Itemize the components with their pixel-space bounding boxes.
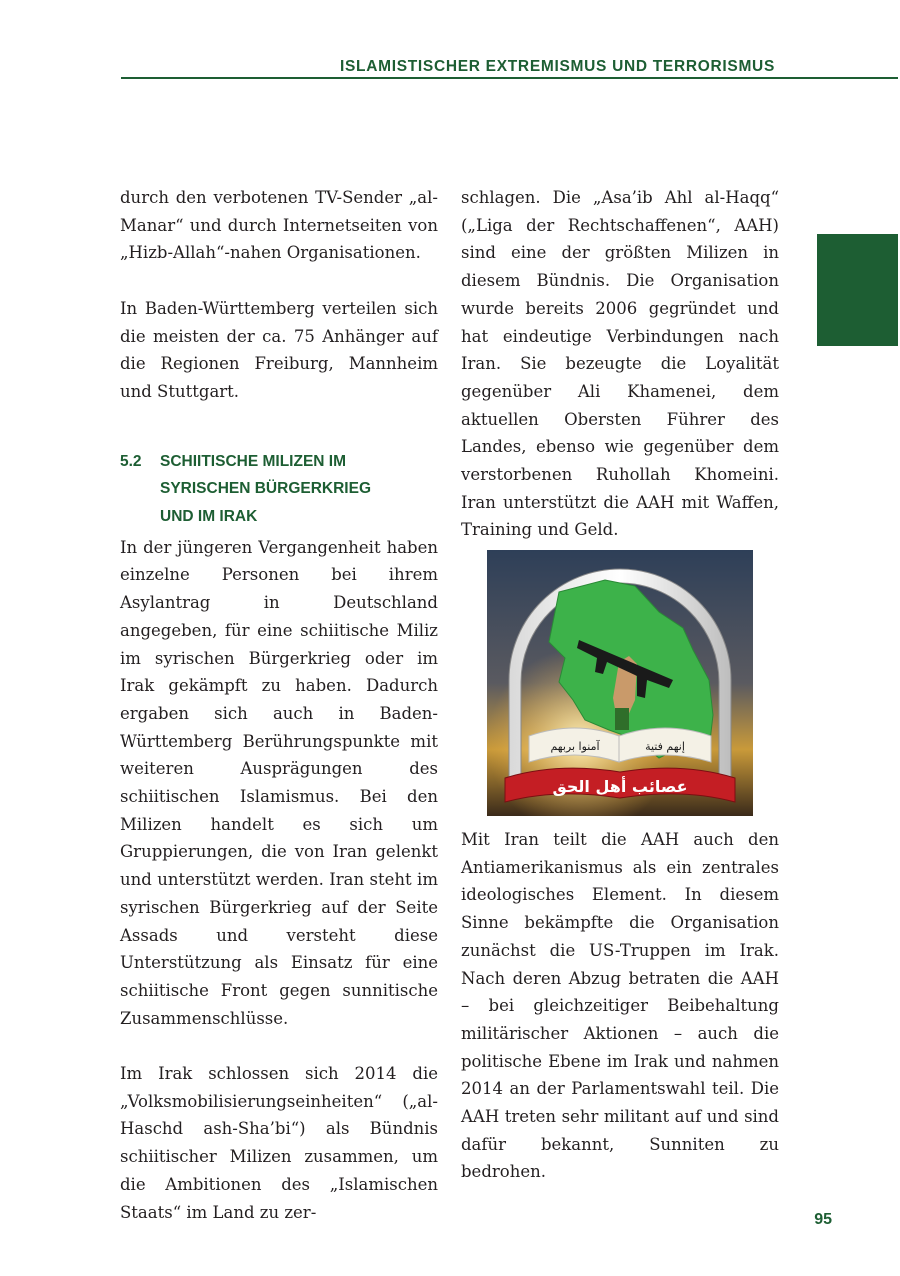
section-heading	[120, 448, 438, 531]
left-column	[120, 184, 438, 1226]
chapter-tab-marker	[817, 234, 898, 346]
emblem-banner-text: عصائب أهل الحق	[552, 777, 688, 796]
section-title: SCHIITISCHE MILIZEN IM SYRISCHEN BÜRGERKRIEG UND IM IRAK	[160, 452, 371, 526]
fist-sleeve	[615, 708, 629, 730]
left-paragraph-4: Im Irak schlossen sich 2014 die „Volksmobilisierungseinheiten“ („al-Haschd ash-Sha’bi“) als Bündnis schiitischer Milizen zusammen, um die Ambitionen des „Islamischen Staats“ im Land zu zer-	[120, 1064, 438, 1222]
book-right-text: إنهم فتية	[645, 740, 685, 753]
right-column	[461, 184, 779, 544]
aah-emblem-image	[487, 550, 753, 816]
right-paragraph-2: Mit Iran teilt die AAH auch den Antiamerikanismus als ein zentrales ideologisches Element. In diesem Sinne bekämpfte die Organisation zunächst die US-Truppen im Irak. Nach deren Abzug betraten die AAH – bei gleichzeitiger Beibehaltung militärischer Aktionen – auch die politische Ebene im Irak und nahmen 2014 an der Parlamentswahl teil. Die AAH treten sehr militant auf und sind dafür bekannt, Sunniten zu bedrohen.	[461, 830, 779, 1182]
left-paragraph-2: In Baden-Württemberg verteilen sich die meisten der ca. 75 Anhänger auf die Regionen Freiburg, Mannheim und Stuttgart.	[120, 298, 438, 401]
header-rule	[121, 77, 898, 79]
running-header-title: ISLAMISTISCHER EXTREMISMUS UND TERRORISMUS	[339, 58, 775, 75]
page-number: 95	[814, 1211, 832, 1228]
left-paragraph-3: In der jüngeren Vergangenheit haben einzelne Personen bei ihrem Asylantrag in Deutschland angegeben, für eine schiitische Miliz im syrischen Bürgerkrieg oder im Irak gekämpft zu haben. Dadurch ergaben sich auch in Baden-Württemberg Berührungspunkte mit weiteren Ausprägungen des schiitischen Islamismus. Bei den Milizen handelt es sich um Gruppierungen, die von Iran gelenkt und unterstützt werden. Iran steht im syrischen Bürgerkrieg auf der Seite Assads und versteht diese Unterstützung als Einsatz für eine schiitische Front gegen sunnitische Zusammenschlüsse.	[120, 537, 438, 1028]
right-paragraph-1: schlagen. Die „Asa’ib Ahl al-Haqq“ („Liga der Rechtschaffenen“, AAH) sind eine der größten Milizen in diesem Bündnis. Die Organisation wurde bereits 2006 gegründet und hat eindeutige Verbindungen nach Iran. Sie bezeugte die Loyalität gegenüber Ali Khamenei, dem aktuellen Obersten Führer des Landes, ebenso wie gegenüber dem verstorbenen Ruhollah Khomeini. Iran unterstützt die AAH mit Waffen, Training und Geld.	[461, 188, 779, 540]
section-number: 5.2	[120, 452, 142, 470]
left-paragraph-1: durch den verbotenen TV-Sender „al-Manar“ und durch Internetseiten von „Hizb-Allah“-nahen Organisationen.	[120, 188, 438, 263]
right-column-lower	[461, 826, 779, 1186]
book-left-text: آمنوا بربهم	[550, 740, 600, 753]
